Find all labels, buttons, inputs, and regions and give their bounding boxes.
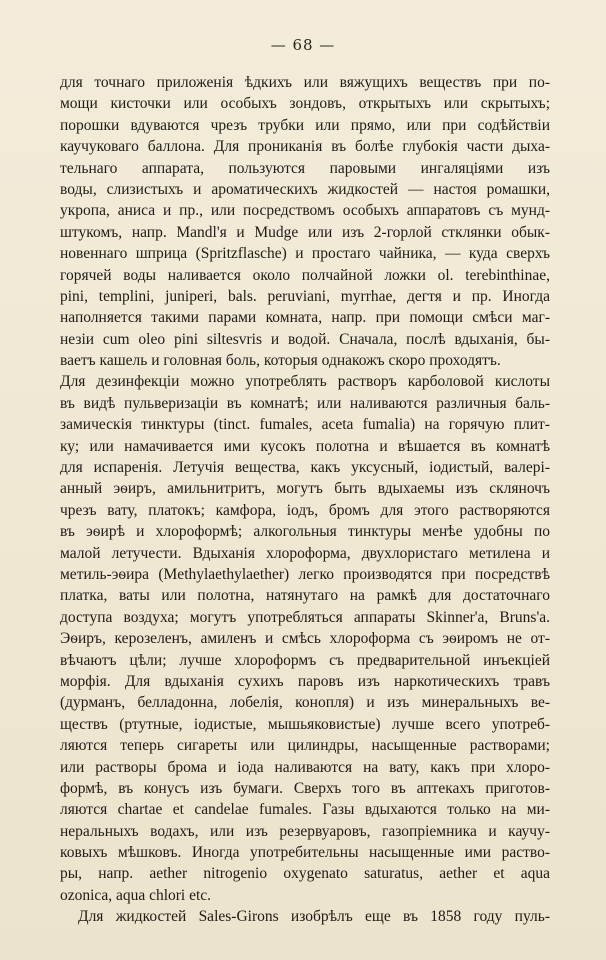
text-line: для испаренія. Летучія вещества, какъ уксусный, іодистый, валері- bbox=[60, 459, 550, 477]
text-line: ры, напр. aether nitrogenio oxygenato saturatus, aether et aqua bbox=[60, 865, 550, 883]
text-line: замическія тинктуры (tinct. fumales, aceta fumalia) на горячую плит- bbox=[60, 416, 550, 434]
text-line: въ видѣ пульверизаціи въ комнатѣ; или наливаются различныя баль- bbox=[60, 394, 550, 412]
text-line: платка, ваты или полотна, натянутаго на рамкѣ для достаточнаго bbox=[60, 587, 550, 605]
page-number: — 68 — bbox=[270, 36, 336, 54]
text-line: ществъ (ртутные, іодистые, мышьяковистые) лучше всего употреб- bbox=[60, 715, 550, 733]
text-line: (дурманъ, белладонна, лобелія, конопля) и изъ минеральныхъ ве- bbox=[60, 694, 550, 712]
text-line: каучуковаго баллона. Для прониканія въ болѣе глубокія части дыха- bbox=[60, 138, 550, 156]
text-line: метиль-эѳира (Methylaethylaether) легко производятся при посредствѣ bbox=[60, 565, 550, 583]
text-line: порошки вдуваются чрезъ трубки или прямо, или при содѣйствіи bbox=[60, 116, 550, 134]
text-line: горячей воды наливается около полчайной ложки ol. terebinthinae, bbox=[60, 266, 550, 284]
text-line: въ эѳирѣ и хлороформѣ; алкогольныя тинктуры менѣе удобны по bbox=[60, 523, 550, 541]
text-line: Для дезинфекціи можно употреблять растворъ карболовой кислоты bbox=[60, 373, 550, 391]
text-line: вѣчаютъ цѣли; лучше хлороформъ съ предварительной инъекціей bbox=[60, 651, 550, 669]
text-line: тельнаго аппарата, пользуются паровыми ингаляціями изъ bbox=[60, 159, 550, 177]
text-line: штукомъ, напр. Mandl'я и Mudge или изъ 2-горлой стклянки обык- bbox=[60, 223, 550, 241]
text-line: для точнаго приложенія ѣдкихъ или вяжущихъ веществъ при по- bbox=[60, 74, 550, 91]
text-line: Эѳиръ, керозеленъ, амиленъ и смѣсь хлороформа съ эѳиромъ не от- bbox=[60, 630, 550, 648]
text-line: ляются теперь сигареты или цилиндры, насыщенные растворами; bbox=[60, 737, 550, 755]
text-line: ку; или намачивается ими кусокъ полотна и вѣшается въ комнатѣ bbox=[60, 437, 550, 455]
text-line: неральныхъ водахъ, или изъ резервуаровъ, газопріемника и каучу- bbox=[60, 822, 550, 840]
text-line: чрезъ вату, платокъ; камфора, іодъ, бромъ для этого растворяются bbox=[60, 501, 550, 519]
text-line: малой летучести. Вдыханія хлороформа, двухлористаго метилена и bbox=[60, 544, 550, 562]
text-line: ковыхъ мѣшковъ. Иногда употребительны насыщенные ими раство- bbox=[60, 844, 550, 862]
text-line: мощи кисточки или особыхъ зондовъ, открытыхъ или скрытыхъ; bbox=[60, 95, 550, 113]
text-line: наполняется такими парами комната, напр. при помощи смѣси маг- bbox=[60, 309, 550, 327]
text-line: ляются chartae et candelae fumales. Газы вдыхаются только на ми- bbox=[60, 801, 550, 819]
body-text bbox=[60, 72, 550, 928]
text-line: укропа, аниса и пр., или посредствомъ особыхъ аппаратовъ съ мунд- bbox=[60, 202, 550, 220]
text-line: формѣ, въ конусъ изъ бумаги. Сверхъ того въ аптекахъ приготов- bbox=[60, 779, 550, 797]
text-line: незіи cum oleo pini siltesvris и водой. Сначала, послѣ вдыханія, бы- bbox=[60, 330, 550, 348]
text-line: Для жидкостей Sales-Girons изобрѣлъ еще въ 1858 году пуль- bbox=[78, 908, 550, 926]
text-line: доступа воздуха; могутъ употребляться аппараты Skinner'а, Bruns'а. bbox=[60, 608, 550, 626]
text-line: ваетъ кашель и головная боль, которыя однакожъ скоро проходятъ. bbox=[60, 352, 501, 370]
text-line: pini, templini, juniperi, bals. peruviani, myrrhae, дегтя и пр. Иногда bbox=[60, 287, 550, 305]
text-line: морфія. Для вдыханія сухихъ паровъ изъ наркотическихъ травъ bbox=[60, 672, 550, 690]
text-line: или растворы брома и іода наливаются на вату, какъ при хлоро- bbox=[60, 758, 550, 776]
text-line: анный эѳиръ, амильнитритъ, могутъ быть вдыхаемы изъ скляночъ bbox=[60, 480, 550, 498]
text-line: воды, слизистыхъ и ароматическихъ жидкостей — настоя ромашки, bbox=[60, 180, 550, 198]
text-line: ozonica, aqua chlori etc. bbox=[60, 886, 212, 904]
text-line: новеннаго шприца (Spritzflasche) и простаго чайника, — куда сверхъ bbox=[60, 245, 550, 263]
